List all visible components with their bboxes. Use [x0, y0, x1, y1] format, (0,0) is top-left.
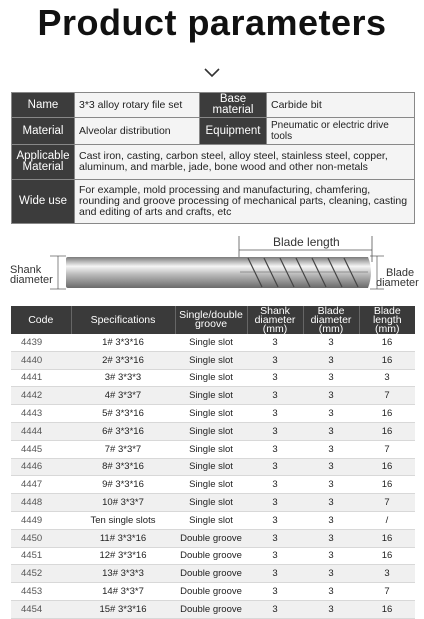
table-row: [11, 511, 415, 529]
column-header-blade-length: [359, 306, 415, 334]
table-row: [11, 422, 415, 440]
cell-groove-type: Double groove: [175, 547, 247, 565]
table-row: [11, 405, 415, 423]
table-row: [11, 458, 415, 476]
cell-shank-diameter: 3: [247, 511, 303, 529]
header-line: Blade: [317, 304, 345, 317]
chevron-down-icon: [202, 66, 222, 80]
cell-code: 4440: [11, 351, 71, 369]
cell-blade-diameter: 3: [303, 529, 359, 547]
cell-groove-type: Double groove: [175, 600, 247, 618]
param-value: Cast iron, casting, carbon steel, alloy steel, stainless steel, copper, aluminum, and marble, jade, bone wood and other non-metals: [75, 145, 415, 180]
blade-diameter-label: [376, 268, 419, 288]
cell-blade-length: 7: [359, 494, 415, 512]
cell-blade-diameter: 3: [303, 405, 359, 423]
cell-groove-type: Single slot: [175, 494, 247, 512]
param-label-line: Material: [22, 161, 64, 173]
drill-bit-drawing: [0, 228, 424, 308]
cell-blade-length: 16: [359, 334, 415, 351]
cell-blade-length: 16: [359, 600, 415, 618]
cell-shank-diameter: 3: [247, 600, 303, 618]
cell-shank-diameter: 3: [247, 458, 303, 476]
table-row: [11, 387, 415, 405]
table-row: [11, 351, 415, 369]
cell-code: 4453: [11, 583, 71, 601]
cell-blade-diameter: 3: [303, 583, 359, 601]
cell-specification: 10# 3*3*7: [71, 494, 175, 512]
param-label-line: Applicable: [16, 150, 70, 162]
cell-blade-length: 7: [359, 583, 415, 601]
table-row: [11, 547, 415, 565]
cell-groove-type: Single slot: [175, 405, 247, 423]
cell-specification: 6# 3*3*16: [71, 422, 175, 440]
cell-specification: 9# 3*3*16: [71, 476, 175, 494]
cell-groove-type: Single slot: [175, 458, 247, 476]
table-row: [11, 440, 415, 458]
cell-blade-length: 16: [359, 458, 415, 476]
cell-specification: 11# 3*3*16: [71, 529, 175, 547]
column-header-shank-diameter: [247, 306, 303, 334]
cell-blade-diameter: 3: [303, 334, 359, 351]
cell-blade-length: 3: [359, 565, 415, 583]
cell-blade-diameter: 3: [303, 494, 359, 512]
cell-shank-diameter: 3: [247, 529, 303, 547]
cell-shank-diameter: 3: [247, 476, 303, 494]
cell-shank-diameter: 3: [247, 405, 303, 423]
cell-blade-length: /: [359, 511, 415, 529]
header-line: (mm): [375, 322, 400, 335]
label-line: Shank: [10, 264, 42, 276]
specification-table: [11, 306, 415, 619]
param-row-material: [12, 118, 415, 145]
header-line: Single/double: [179, 309, 243, 321]
column-header-specifications: Specifications: [71, 306, 175, 334]
cell-groove-type: Single slot: [175, 511, 247, 529]
table-row: [11, 565, 415, 583]
param-label: [12, 145, 75, 180]
cell-blade-diameter: 3: [303, 440, 359, 458]
cell-shank-diameter: 3: [247, 351, 303, 369]
cell-blade-length: 16: [359, 422, 415, 440]
cell-code: 4451: [11, 547, 71, 565]
cell-code: 4449: [11, 511, 71, 529]
cell-shank-diameter: 3: [247, 547, 303, 565]
cell-shank-diameter: 3: [247, 422, 303, 440]
cell-groove-type: Single slot: [175, 351, 247, 369]
header-line: length: [372, 313, 402, 326]
param-label: Base material: [200, 93, 267, 118]
table-body: [11, 334, 415, 618]
param-label: Name: [12, 93, 75, 118]
page-title: Product parameters: [37, 2, 387, 43]
cell-blade-length: 16: [359, 351, 415, 369]
table-row: [11, 334, 415, 351]
cell-groove-type: Single slot: [175, 422, 247, 440]
param-row-applicable: [12, 145, 415, 180]
cell-specification: 1# 3*3*16: [71, 334, 175, 351]
cell-blade-diameter: 3: [303, 565, 359, 583]
column-header-blade-diameter: [303, 306, 359, 334]
cell-groove-type: Double groove: [175, 565, 247, 583]
header-line: diameter: [310, 313, 352, 326]
cell-code: 4450: [11, 529, 71, 547]
param-label: Wide use: [12, 180, 75, 224]
cell-shank-diameter: 3: [247, 565, 303, 583]
param-label: Equipment: [200, 118, 267, 145]
cell-shank-diameter: 3: [247, 334, 303, 351]
drill-bit-diagram: [0, 228, 424, 308]
cell-code: 4442: [11, 387, 71, 405]
cell-code: 4441: [11, 369, 71, 387]
cell-groove-type: Single slot: [175, 387, 247, 405]
header-line: Blade: [373, 304, 401, 317]
cell-blade-length: 16: [359, 476, 415, 494]
param-value: For example, mold processing and manufacturing, chamfering, rounding and groove processing of mechanical parts, cleaning, casting and editing of arts and crafts, etc: [75, 180, 415, 224]
cell-shank-diameter: 3: [247, 440, 303, 458]
table-row: [11, 583, 415, 601]
cell-shank-diameter: 3: [247, 583, 303, 601]
cell-specification: 5# 3*3*16: [71, 405, 175, 423]
param-row-wide-use: [12, 180, 415, 224]
cell-blade-length: 3: [359, 369, 415, 387]
cell-specification: 13# 3*3*3: [71, 565, 175, 583]
cell-code: 4445: [11, 440, 71, 458]
header-line: (mm): [262, 322, 288, 335]
cell-code: 4444: [11, 422, 71, 440]
cell-blade-diameter: 3: [303, 511, 359, 529]
param-value: Alveolar distribution: [75, 118, 200, 145]
header-line: diameter: [254, 313, 296, 326]
cell-groove-type: Single slot: [175, 476, 247, 494]
cell-specification: Ten single slots: [71, 511, 175, 529]
cell-blade-length: 16: [359, 547, 415, 565]
cell-code: 4447: [11, 476, 71, 494]
table-row: [11, 600, 415, 618]
cell-groove-type: Double groove: [175, 529, 247, 547]
cell-groove-type: Single slot: [175, 334, 247, 351]
cell-blade-diameter: 3: [303, 476, 359, 494]
table-row: [11, 476, 415, 494]
cell-specification: 14# 3*3*7: [71, 583, 175, 601]
cell-specification: 7# 3*3*7: [71, 440, 175, 458]
cell-groove-type: Single slot: [175, 440, 247, 458]
cell-specification: 8# 3*3*16: [71, 458, 175, 476]
table-row: [11, 529, 415, 547]
cell-shank-diameter: 3: [247, 387, 303, 405]
column-header-code: Code: [11, 306, 71, 334]
cell-shank-diameter: 3: [247, 494, 303, 512]
shank-diameter-label: [10, 265, 53, 285]
cell-specification: 3# 3*3*3: [71, 369, 175, 387]
cell-blade-length: 16: [359, 529, 415, 547]
cell-blade-diameter: 3: [303, 351, 359, 369]
header-line: Shank: [260, 304, 290, 317]
cell-code: 4452: [11, 565, 71, 583]
param-label: Material: [12, 118, 75, 145]
label-line: Blade: [386, 267, 415, 279]
cell-blade-length: 16: [359, 405, 415, 423]
label-line: diameter: [10, 274, 53, 286]
cell-specification: 15# 3*3*16: [71, 600, 175, 618]
cell-shank-diameter: 3: [247, 369, 303, 387]
cell-blade-length: 7: [359, 387, 415, 405]
cell-groove-type: Double groove: [175, 583, 247, 601]
table-row: [11, 369, 415, 387]
parameter-table: [11, 92, 415, 224]
cell-groove-type: Single slot: [175, 369, 247, 387]
cell-blade-diameter: 3: [303, 547, 359, 565]
label-line: diameter: [376, 277, 419, 289]
param-row-name: [12, 93, 415, 118]
cell-blade-diameter: 3: [303, 387, 359, 405]
param-value: Pneumatic or electric drive tools: [267, 118, 415, 145]
cell-code: 4454: [11, 600, 71, 618]
cell-code: 4448: [11, 494, 71, 512]
blade-length-label: Blade length: [270, 237, 343, 247]
cell-blade-diameter: 3: [303, 458, 359, 476]
param-value: 3*3 alloy rotary file set: [75, 93, 200, 118]
cell-blade-diameter: 3: [303, 369, 359, 387]
column-header-groove: [175, 306, 247, 334]
cell-code: 4446: [11, 458, 71, 476]
cell-code: 4443: [11, 405, 71, 423]
cell-code: 4439: [11, 334, 71, 351]
table-row: [11, 494, 415, 512]
header-line: (mm): [318, 322, 344, 335]
table-header-row: [11, 306, 415, 334]
cell-blade-diameter: 3: [303, 600, 359, 618]
cell-specification: 12# 3*3*16: [71, 547, 175, 565]
cell-specification: 4# 3*3*7: [71, 387, 175, 405]
param-value: Carbide bit: [267, 93, 415, 118]
cell-blade-length: 7: [359, 440, 415, 458]
cell-blade-diameter: 3: [303, 422, 359, 440]
header-line: groove: [194, 318, 228, 330]
cell-specification: 2# 3*3*16: [71, 351, 175, 369]
